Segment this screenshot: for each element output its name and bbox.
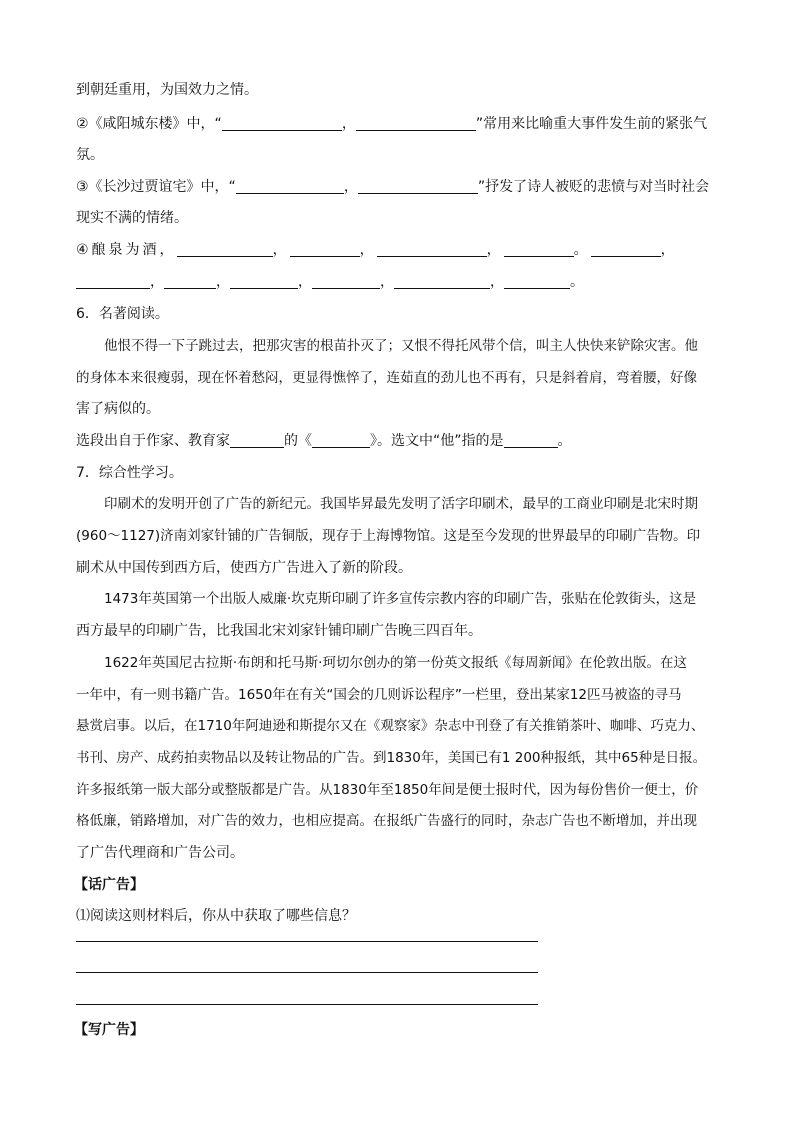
q7-para1-line: 刷术从中国传到西方后，使西方广告进入了新的阶段。 [76, 560, 412, 576]
q7-title: 7．综合性学习。 [76, 465, 183, 481]
q6-passage-line: 害了病似的。 [76, 401, 160, 417]
answer-blank[interactable] [76, 273, 150, 289]
answer-blank[interactable] [358, 178, 478, 194]
answer-blank[interactable] [312, 273, 380, 289]
answer-blank[interactable] [394, 273, 490, 289]
q7-subquestion-1: ⑴阅读这则材料后，你从中获取了哪些信息？ [76, 908, 356, 924]
answer-blank[interactable] [164, 273, 216, 289]
answer-blank[interactable] [377, 241, 487, 257]
character-blank[interactable] [504, 432, 558, 448]
q7-para3-line: 1622年英国尼古拉斯·布朗和托马斯·珂切尔创办的第一份英文报纸《每周新闻》在伦敦出版。在这 [104, 655, 687, 671]
answer-blank[interactable] [504, 241, 574, 257]
answer-blank[interactable] [236, 178, 344, 194]
q7-para2-line: 1473年英国第一个出版人威廉·坎克斯印刷了许多宣传宗教内容的印刷广告，张贴在伦敦街头，这是 [104, 591, 697, 607]
q6-question: 选段出自于作家、教育家 的《 》。选文中“他”指的是 。 [76, 433, 572, 449]
answer-blank[interactable] [177, 241, 273, 257]
q5-item-4: ④酿泉为酒， ， ， ， 。 ， [76, 242, 678, 258]
q7-para3-line: 了广告代理商和广告公司。 [76, 845, 244, 861]
q7-para3-line: 悬赏启事。以后，在1710年阿迪逊和斯提尔又在《观察家》杂志中刊登了有关推销茶叶、咖啡、巧克力、 [76, 718, 705, 734]
q5-item-2: ②《咸阳城东楼》中，“ ， ”常用来比喻重大事件发生前的紧张气 [76, 116, 708, 132]
answer-blank[interactable] [230, 273, 298, 289]
q6-passage-line: 他恨不得一下子跳过去，把那灾害的根苗扑灭了；又恨不得托风带个信，叫主人快快来铲除灾害。他 [104, 338, 698, 354]
q7-para3-line: 一年中，有一则书籍广告。1650年在有关“国会的几则诉讼程序”一栏里，登出某家12匹马被盗的寻马 [76, 687, 682, 703]
q7-para2-line: 西方最早的印刷广告，比我国北宋刘家针铺印刷广告晚三四百年。 [76, 623, 482, 639]
q7-para3-line: 许多报纸第一版大部分或整版都是广告。从1830年至1850年间是便士报时代，因为每份售价一便士，价 [76, 782, 699, 798]
q7-para3-line: 书刊、房产、成药拍卖物品以及转让物品的广告。到1830年，美国已有1 200种报纸，其中65种是日报。 [76, 750, 707, 766]
section-heading-write-ads: 【写广告】 [74, 1022, 144, 1038]
q7-para1-line: (960～1127)济南刘家针铺的广告铜版，现存于上海博物馆。这是至今发现的世界最早的印刷广告物。印 [76, 528, 701, 544]
q7-para1-line: 印刷术的发明开创了广告的新纪元。我国毕昇最先发明了活字印刷术，最早的工商业印刷是北宋时期 [104, 496, 698, 512]
book-title-blank[interactable] [312, 432, 370, 448]
author-blank[interactable] [230, 432, 284, 448]
q5-item-3-cont: 现实不满的情绪。 [76, 210, 188, 226]
q6-title: 6．名著阅读。 [76, 306, 169, 322]
answer-blank[interactable] [356, 115, 476, 131]
answer-line[interactable] [76, 1004, 538, 1005]
answer-blank[interactable] [591, 241, 661, 257]
q5-item-4-cont: ， ， ， ， ， 。 [76, 272, 584, 292]
answer-line[interactable] [76, 941, 538, 942]
q7-para3-line: 格低廉，销路增加，对广告的效力，也相应提高。在报纸广告盛行的同时，杂志广告也不断增加，并出现 [76, 813, 697, 829]
q5-text: 到朝廷重用，为国效力之情。 [76, 82, 258, 98]
section-heading-talk-ads: 【话广告】 [74, 877, 144, 893]
q5-line-1 [76, 80, 258, 100]
answer-blank[interactable] [504, 273, 570, 289]
q6-passage-line: 的身体本来很瘦弱，现在怀着愁闷，更显得憔悴了，连茹直的劲儿也不再有，只是斜着肩，弯着腰，好像 [76, 370, 697, 386]
answer-blank[interactable] [290, 241, 360, 257]
q5-item-3: ③《长沙过贾谊宅》中，“ ， ”抒发了诗人被贬的悲愤与对当时社会 [76, 179, 710, 195]
answer-line[interactable] [76, 972, 538, 973]
q5-item-2-cont: 氛。 [76, 147, 104, 163]
answer-blank[interactable] [222, 115, 342, 131]
